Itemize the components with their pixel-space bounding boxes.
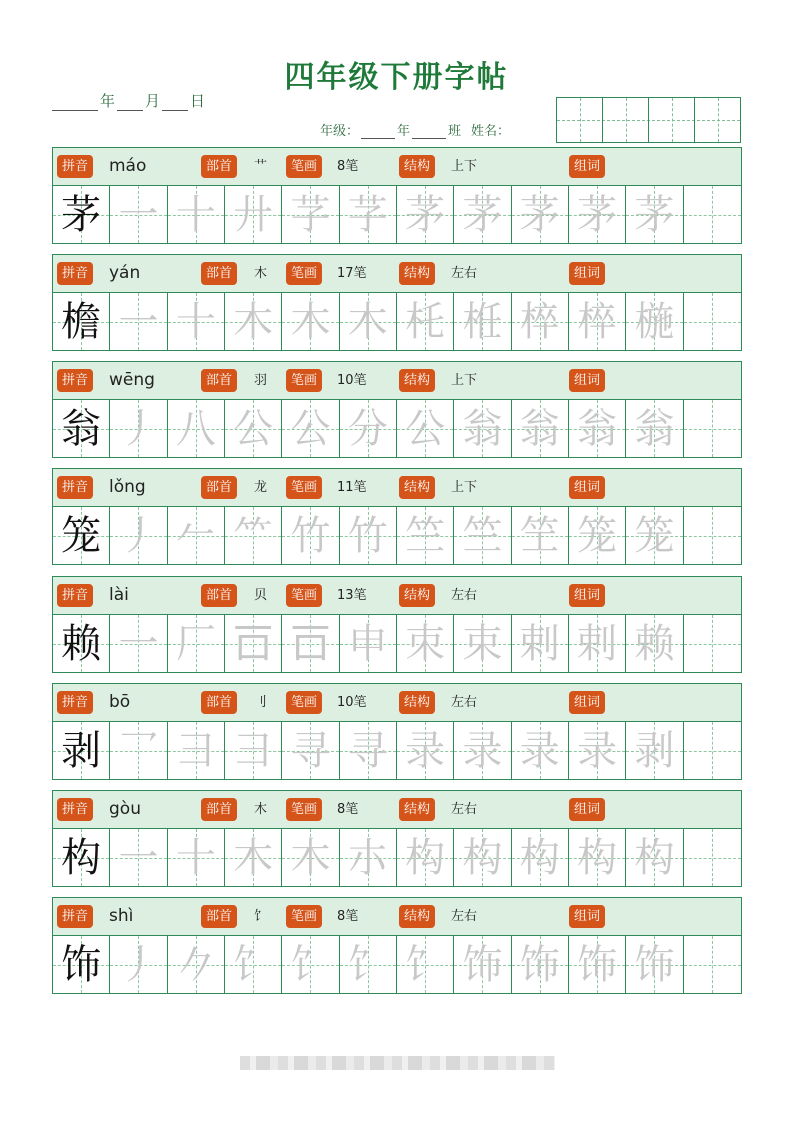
writing-grid bbox=[53, 615, 741, 672]
trace-cell[interactable] bbox=[569, 936, 626, 993]
trace-cell[interactable] bbox=[626, 936, 683, 993]
trace-cell[interactable] bbox=[225, 936, 282, 993]
writing-grid bbox=[53, 400, 741, 457]
trace-cell[interactable] bbox=[454, 722, 511, 779]
trace-char: 竺 bbox=[462, 512, 503, 559]
trace-char: 构 bbox=[577, 834, 618, 881]
trace-cell[interactable] bbox=[397, 507, 454, 564]
trace-char: 竺 bbox=[405, 512, 446, 559]
class-line: 年级： 年 班 姓名： bbox=[320, 124, 511, 139]
trace-char: 赖 bbox=[634, 620, 675, 667]
trace-char: 木 bbox=[233, 298, 274, 345]
trace-cell[interactable] bbox=[282, 507, 339, 564]
char-block bbox=[52, 897, 742, 994]
strokes-tag: 笔画 bbox=[286, 369, 322, 392]
structure-tag: 结构 bbox=[399, 584, 435, 607]
writing-grid bbox=[53, 936, 741, 993]
trace-cell[interactable] bbox=[168, 400, 225, 457]
trace-char: 饰 bbox=[634, 941, 675, 988]
blank-cell[interactable] bbox=[684, 722, 741, 779]
trace-char: 一 bbox=[118, 834, 159, 881]
trace-cell[interactable] bbox=[397, 293, 454, 350]
trace-char: 构 bbox=[634, 834, 675, 881]
trace-char: 廾 bbox=[233, 191, 274, 238]
trace-cell[interactable] bbox=[225, 186, 282, 243]
blank-cell[interactable] bbox=[684, 293, 741, 350]
char-block bbox=[52, 683, 742, 780]
strokes-tag: 笔画 bbox=[286, 476, 322, 499]
radical-value: 刂 bbox=[254, 695, 268, 710]
radical-tag: 部首 bbox=[201, 798, 237, 821]
trace-cell[interactable] bbox=[512, 400, 569, 457]
trace-cell[interactable] bbox=[397, 829, 454, 886]
model-char-cell[interactable] bbox=[53, 829, 110, 886]
trace-cell[interactable] bbox=[340, 400, 397, 457]
trace-cell[interactable] bbox=[626, 829, 683, 886]
trace-char: 翁 bbox=[634, 405, 675, 452]
trace-char: 茅 bbox=[405, 191, 446, 238]
char-info-header bbox=[53, 148, 741, 186]
trace-char: 木 bbox=[233, 834, 274, 881]
trace-cell[interactable] bbox=[282, 186, 339, 243]
structure-tag: 结构 bbox=[399, 476, 435, 499]
trace-char: 笁 bbox=[519, 512, 560, 559]
char-info-header bbox=[53, 684, 741, 722]
trace-char: 丿 bbox=[118, 941, 159, 988]
blank-cell[interactable] bbox=[684, 936, 741, 993]
structure-value: 上下 bbox=[451, 373, 478, 388]
trace-cell[interactable] bbox=[569, 400, 626, 457]
strokes-tag: 笔画 bbox=[286, 905, 322, 928]
trace-char: 朿 bbox=[405, 620, 446, 667]
trace-char: 茅 bbox=[634, 191, 675, 238]
trace-char: 录 bbox=[462, 727, 503, 774]
trace-cell[interactable] bbox=[397, 722, 454, 779]
trace-char: 饣 bbox=[405, 941, 446, 988]
structure-tag: 结构 bbox=[399, 798, 435, 821]
trace-char: 十 bbox=[175, 834, 216, 881]
trace-cell[interactable] bbox=[340, 293, 397, 350]
trace-cell[interactable] bbox=[225, 400, 282, 457]
trace-cell[interactable] bbox=[569, 722, 626, 779]
writing-grid bbox=[53, 829, 741, 886]
trace-char: 束 bbox=[462, 620, 503, 667]
strokes-tag: 笔画 bbox=[286, 798, 322, 821]
trace-char: ⺮ bbox=[233, 512, 274, 559]
trace-char: 公 bbox=[290, 405, 331, 452]
trace-char: 饰 bbox=[462, 941, 503, 988]
radical-tag: 部首 bbox=[201, 476, 237, 499]
strokes-value: 8笔 bbox=[337, 909, 359, 924]
blank-cell[interactable] bbox=[684, 507, 741, 564]
words-tag: 组词 bbox=[569, 262, 605, 285]
words-tag: 组词 bbox=[569, 476, 605, 499]
strokes-value: 10笔 bbox=[337, 373, 367, 388]
pinyin-value: yán bbox=[109, 263, 141, 283]
trace-cell[interactable] bbox=[110, 722, 167, 779]
trace-cell[interactable] bbox=[110, 615, 167, 672]
trace-cell[interactable] bbox=[110, 400, 167, 457]
trace-char: 笼 bbox=[577, 512, 618, 559]
pinyin-tag: 拼音 bbox=[57, 262, 93, 285]
trace-char: 构 bbox=[519, 834, 560, 881]
char-info-header bbox=[53, 791, 741, 829]
model-char-cell[interactable] bbox=[53, 400, 110, 457]
pinyin-tag: 拼音 bbox=[57, 798, 93, 821]
trace-char: 寻 bbox=[347, 727, 388, 774]
trace-char: 一 bbox=[118, 620, 159, 667]
char-block bbox=[52, 147, 742, 244]
radical-value: 饣 bbox=[254, 909, 268, 924]
radical-value: 龙 bbox=[254, 480, 268, 495]
trace-char: 厂 bbox=[175, 620, 216, 667]
trace-cell[interactable] bbox=[225, 293, 282, 350]
trace-cell[interactable] bbox=[340, 507, 397, 564]
trace-cell[interactable] bbox=[168, 615, 225, 672]
strokes-value: 8笔 bbox=[337, 159, 359, 174]
trace-char: 翁 bbox=[462, 405, 503, 452]
structure-value: 左右 bbox=[451, 588, 478, 603]
trace-char: 笼 bbox=[634, 512, 675, 559]
radical-value: 羽 bbox=[254, 373, 268, 388]
char-block bbox=[52, 576, 742, 673]
trace-char: 𠮛 bbox=[233, 620, 274, 667]
trace-char: 饣 bbox=[347, 941, 388, 988]
strokes-tag: 笔画 bbox=[286, 262, 322, 285]
trace-char: 剌 bbox=[577, 620, 618, 667]
structure-value: 左右 bbox=[451, 802, 478, 817]
pinyin-tag: 拼音 bbox=[57, 584, 93, 607]
model-char: 构 bbox=[61, 834, 102, 881]
trace-cell[interactable] bbox=[512, 293, 569, 350]
radical-value: 艹 bbox=[254, 159, 268, 174]
trace-cell[interactable] bbox=[512, 829, 569, 886]
structure-value: 上下 bbox=[451, 480, 478, 495]
pinyin-tag: 拼音 bbox=[57, 476, 93, 499]
trace-cell[interactable] bbox=[340, 936, 397, 993]
structure-tag: 结构 bbox=[399, 262, 435, 285]
trace-cell[interactable] bbox=[168, 507, 225, 564]
trace-cell[interactable] bbox=[168, 186, 225, 243]
date-line: 年 月 日 bbox=[52, 90, 207, 111]
char-info-header bbox=[53, 577, 741, 615]
trace-cell[interactable] bbox=[397, 400, 454, 457]
structure-tag: 结构 bbox=[399, 691, 435, 714]
trace-char: 丿 bbox=[118, 512, 159, 559]
trace-cell[interactable] bbox=[454, 293, 511, 350]
trace-cell[interactable] bbox=[110, 507, 167, 564]
pinyin-tag: 拼音 bbox=[57, 155, 93, 178]
trace-cell[interactable] bbox=[282, 936, 339, 993]
words-tag: 组词 bbox=[569, 584, 605, 607]
pinyin-value: wēng bbox=[109, 370, 155, 390]
model-char-cell[interactable] bbox=[53, 186, 110, 243]
trace-char: 翁 bbox=[519, 405, 560, 452]
trace-cell[interactable] bbox=[454, 936, 511, 993]
char-info-header bbox=[53, 255, 741, 293]
trace-char: 十 bbox=[175, 191, 216, 238]
trace-char: 录 bbox=[519, 727, 560, 774]
trace-cell[interactable] bbox=[397, 936, 454, 993]
radical-tag: 部首 bbox=[201, 691, 237, 714]
pinyin-tag: 拼音 bbox=[57, 369, 93, 392]
trace-cell[interactable] bbox=[168, 293, 225, 350]
pinyin-value: lǒng bbox=[109, 477, 146, 497]
trace-char: 寻 bbox=[290, 727, 331, 774]
model-char: 剥 bbox=[61, 727, 102, 774]
char-block bbox=[52, 790, 742, 887]
structure-value: 左右 bbox=[451, 909, 478, 924]
writing-grid bbox=[53, 293, 741, 350]
trace-cell[interactable] bbox=[397, 615, 454, 672]
structure-tag: 结构 bbox=[399, 155, 435, 178]
trace-cell[interactable] bbox=[225, 722, 282, 779]
model-char-cell[interactable] bbox=[53, 615, 110, 672]
trace-cell[interactable] bbox=[454, 615, 511, 672]
day-blank[interactable] bbox=[162, 95, 188, 111]
trace-cell[interactable] bbox=[512, 936, 569, 993]
radical-tag: 部首 bbox=[201, 155, 237, 178]
trace-cell[interactable] bbox=[110, 186, 167, 243]
trace-char: 翁 bbox=[577, 405, 618, 452]
trace-char: 椸 bbox=[634, 298, 675, 345]
char-info-header bbox=[53, 898, 741, 936]
page-title: 四年级下册字帖 bbox=[284, 60, 509, 95]
trace-char: 一 bbox=[118, 298, 159, 345]
structure-value: 左右 bbox=[451, 266, 478, 281]
trace-cell[interactable] bbox=[626, 293, 683, 350]
trace-cell[interactable] bbox=[626, 400, 683, 457]
trace-cell[interactable] bbox=[569, 186, 626, 243]
trace-cell[interactable] bbox=[168, 936, 225, 993]
trace-cell[interactable] bbox=[340, 615, 397, 672]
trace-char: 分 bbox=[347, 405, 388, 452]
trace-cell[interactable] bbox=[340, 186, 397, 243]
radical-tag: 部首 bbox=[201, 369, 237, 392]
strokes-value: 17笔 bbox=[337, 266, 367, 281]
blank-cell[interactable] bbox=[684, 829, 741, 886]
trace-char: 茅 bbox=[577, 191, 618, 238]
trace-char: 饰 bbox=[577, 941, 618, 988]
blank-cell[interactable] bbox=[684, 186, 741, 243]
blank-cell[interactable] bbox=[684, 400, 741, 457]
strokes-value: 11笔 bbox=[337, 480, 367, 495]
model-char-cell[interactable] bbox=[53, 722, 110, 779]
strokes-tag: 笔画 bbox=[286, 155, 322, 178]
trace-cell[interactable] bbox=[569, 829, 626, 886]
trace-char: 茅 bbox=[519, 191, 560, 238]
writing-grid bbox=[53, 722, 741, 779]
trace-char: 朩 bbox=[347, 834, 388, 881]
model-char: 笼 bbox=[61, 512, 102, 559]
trace-char: 𠮛 bbox=[290, 620, 331, 667]
blank-cell[interactable] bbox=[684, 615, 741, 672]
trace-cell[interactable] bbox=[225, 615, 282, 672]
trace-cell[interactable] bbox=[110, 829, 167, 886]
structure-tag: 结构 bbox=[399, 905, 435, 928]
words-tag: 组词 bbox=[569, 798, 605, 821]
trace-char: 𠂉 bbox=[175, 512, 216, 559]
trace-cell[interactable] bbox=[626, 186, 683, 243]
char-block bbox=[52, 254, 742, 351]
trace-char: 一 bbox=[118, 191, 159, 238]
trace-cell[interactable] bbox=[569, 507, 626, 564]
trace-char: 申 bbox=[347, 620, 388, 667]
trace-char: 录 bbox=[577, 727, 618, 774]
trace-char: 𠂊 bbox=[175, 941, 216, 988]
trace-cell[interactable] bbox=[626, 507, 683, 564]
pinyin-value: máo bbox=[109, 156, 147, 176]
pinyin-tag: 拼音 bbox=[57, 905, 93, 928]
name-grid[interactable] bbox=[556, 97, 741, 143]
writing-grid bbox=[53, 507, 741, 564]
trace-char: 饣 bbox=[290, 941, 331, 988]
trace-char: 录 bbox=[405, 727, 446, 774]
pinyin-value: lài bbox=[109, 585, 129, 605]
model-char-cell[interactable] bbox=[53, 507, 110, 564]
trace-char: 构 bbox=[405, 834, 446, 881]
trace-cell[interactable] bbox=[282, 829, 339, 886]
trace-cell[interactable] bbox=[340, 722, 397, 779]
trace-cell[interactable] bbox=[454, 186, 511, 243]
radical-value: 木 bbox=[254, 802, 268, 817]
trace-char: 木 bbox=[290, 298, 331, 345]
char-info-header bbox=[53, 362, 741, 400]
words-tag: 组词 bbox=[569, 369, 605, 392]
radical-tag: 部首 bbox=[201, 262, 237, 285]
class-blank[interactable] bbox=[412, 125, 446, 139]
trace-cell[interactable] bbox=[626, 615, 683, 672]
model-char: 饰 bbox=[61, 941, 102, 988]
trace-char: 公 bbox=[405, 405, 446, 452]
trace-cell[interactable] bbox=[168, 829, 225, 886]
trace-char: 竹 bbox=[347, 512, 388, 559]
trace-char: 木 bbox=[347, 298, 388, 345]
trace-char: 芓 bbox=[290, 191, 331, 238]
trace-cell[interactable] bbox=[454, 400, 511, 457]
pinyin-value: gòu bbox=[109, 799, 141, 819]
month-blank[interactable] bbox=[117, 95, 143, 111]
trace-cell[interactable] bbox=[282, 293, 339, 350]
strokes-value: 8笔 bbox=[337, 802, 359, 817]
trace-cell[interactable] bbox=[168, 722, 225, 779]
pinyin-value: bō bbox=[109, 692, 131, 712]
radical-tag: 部首 bbox=[201, 584, 237, 607]
trace-cell[interactable] bbox=[512, 186, 569, 243]
trace-cell[interactable] bbox=[626, 722, 683, 779]
char-block bbox=[52, 468, 742, 565]
trace-char: 十 bbox=[175, 298, 216, 345]
trace-char: 饰 bbox=[519, 941, 560, 988]
footer-watermark bbox=[240, 1056, 555, 1070]
trace-char: 栣 bbox=[462, 298, 503, 345]
trace-cell[interactable] bbox=[397, 186, 454, 243]
trace-char: 杔 bbox=[405, 298, 446, 345]
model-char-cell[interactable] bbox=[53, 936, 110, 993]
trace-cell[interactable] bbox=[454, 507, 511, 564]
trace-char: 椊 bbox=[577, 298, 618, 345]
trace-char: 芓 bbox=[347, 191, 388, 238]
trace-cell[interactable] bbox=[512, 615, 569, 672]
trace-cell[interactable] bbox=[110, 293, 167, 350]
trace-char: 饣 bbox=[233, 941, 274, 988]
structure-value: 左右 bbox=[451, 695, 478, 710]
trace-char: 丿 bbox=[118, 405, 159, 452]
trace-char: 剥 bbox=[634, 727, 675, 774]
trace-cell[interactable] bbox=[225, 829, 282, 886]
model-char: 檐 bbox=[61, 298, 102, 345]
trace-char: 木 bbox=[290, 834, 331, 881]
trace-char: 剌 bbox=[519, 620, 560, 667]
radical-value: 木 bbox=[254, 266, 268, 281]
trace-cell[interactable] bbox=[282, 400, 339, 457]
trace-cell[interactable] bbox=[512, 507, 569, 564]
trace-cell[interactable] bbox=[454, 829, 511, 886]
trace-cell[interactable] bbox=[340, 829, 397, 886]
trace-cell[interactable] bbox=[512, 722, 569, 779]
model-char: 赖 bbox=[61, 620, 102, 667]
radical-tag: 部首 bbox=[201, 905, 237, 928]
strokes-value: 10笔 bbox=[337, 695, 367, 710]
trace-cell[interactable] bbox=[282, 615, 339, 672]
structure-value: 上下 bbox=[451, 159, 478, 174]
grade-blank[interactable] bbox=[361, 125, 395, 139]
pinyin-value: shì bbox=[109, 906, 134, 926]
strokes-tag: 笔画 bbox=[286, 584, 322, 607]
trace-cell[interactable] bbox=[282, 722, 339, 779]
trace-char: 八 bbox=[175, 405, 216, 452]
words-tag: 组词 bbox=[569, 155, 605, 178]
trace-cell[interactable] bbox=[569, 293, 626, 350]
trace-char: 茅 bbox=[462, 191, 503, 238]
strokes-value: 13笔 bbox=[337, 588, 367, 603]
trace-char: 彐 bbox=[175, 727, 216, 774]
pinyin-tag: 拼音 bbox=[57, 691, 93, 714]
structure-tag: 结构 bbox=[399, 369, 435, 392]
writing-grid bbox=[53, 186, 741, 243]
trace-char: 彐 bbox=[233, 727, 274, 774]
char-block bbox=[52, 361, 742, 458]
model-char: 翁 bbox=[61, 405, 102, 452]
year-blank[interactable] bbox=[52, 95, 98, 111]
trace-char: 公 bbox=[233, 405, 274, 452]
model-char-cell[interactable] bbox=[53, 293, 110, 350]
radical-value: 贝 bbox=[254, 588, 268, 603]
trace-char: 乛 bbox=[118, 727, 159, 774]
trace-char: 构 bbox=[462, 834, 503, 881]
trace-char: 竹 bbox=[290, 512, 331, 559]
char-info-header bbox=[53, 469, 741, 507]
strokes-tag: 笔画 bbox=[286, 691, 322, 714]
words-tag: 组词 bbox=[569, 691, 605, 714]
trace-cell[interactable] bbox=[225, 507, 282, 564]
trace-cell[interactable] bbox=[569, 615, 626, 672]
model-char: 茅 bbox=[61, 191, 102, 238]
trace-char: 椊 bbox=[519, 298, 560, 345]
words-tag: 组词 bbox=[569, 905, 605, 928]
trace-cell[interactable] bbox=[110, 936, 167, 993]
